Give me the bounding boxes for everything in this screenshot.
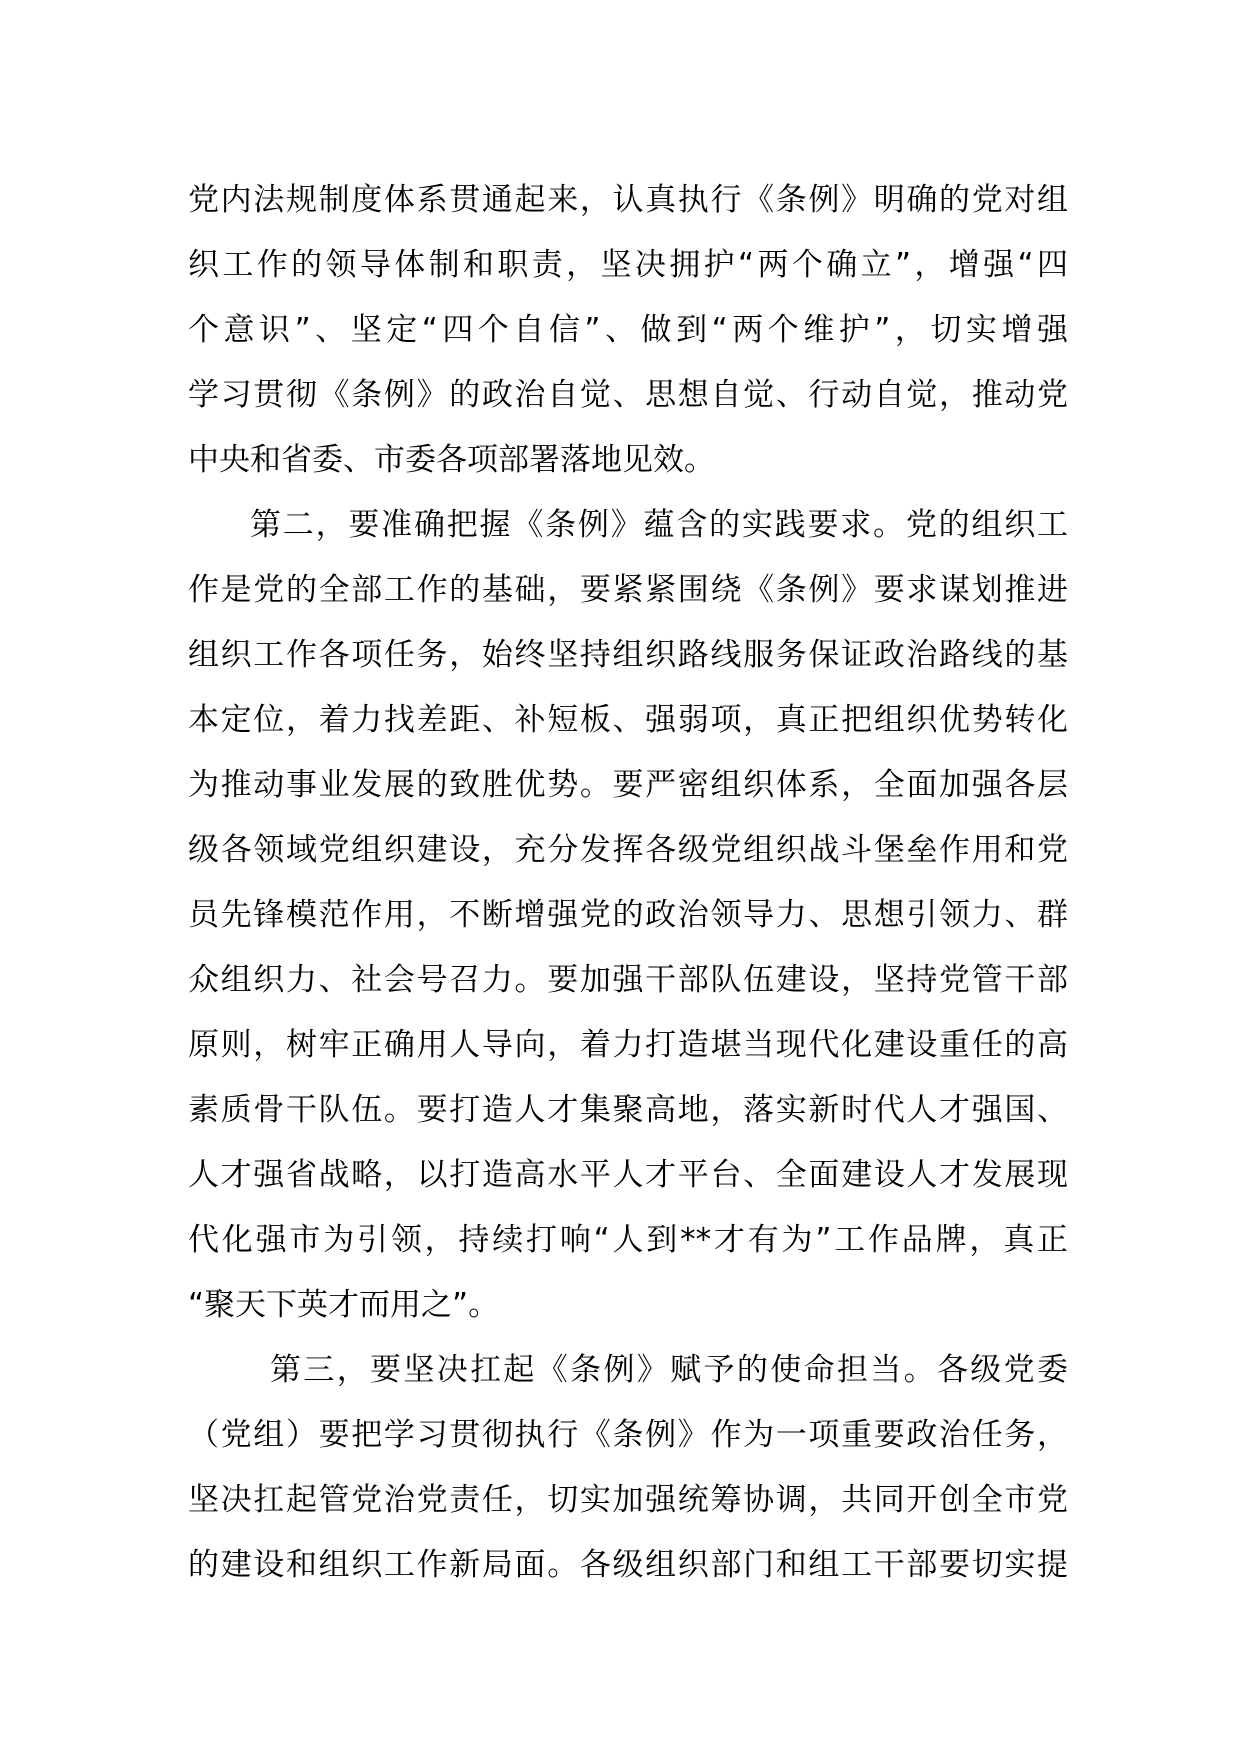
paragraph-line: 个意识”、坚定“四个自信”、做到“两个维护”，切实增强 <box>188 312 1068 348</box>
paragraph-line: 中央和省委、市委各项部署落地见效。 <box>188 442 715 478</box>
paragraph-line: 织工作的领导体制和职责，坚决拥护“两个确立”，增强“四 <box>188 247 1068 283</box>
paragraph-3 <box>188 1338 1068 1598</box>
paragraph-line: 员先锋模范作用，不断增强党的政治领导力、思想引领力、群 <box>188 897 1068 933</box>
paragraph-line: 人才强省战略，以打造高水平人才平台、全面建设人才发展现 <box>188 1157 1068 1193</box>
paragraph-line: 众组织力、社会号召力。要加强干部队伍建设，坚持党管干部 <box>188 962 1068 998</box>
paragraph-line: 党内法规制度体系贯通起来，认真执行《条例》明确的党对组 <box>188 182 1068 218</box>
paragraph-line: 代化强市为引领，持续打响“人到**才有为”工作品牌，真正 <box>188 1222 1068 1258</box>
paragraph-line: 原则，树牢正确用人导向，着力打造堪当现代化建设重任的高 <box>188 1027 1068 1063</box>
paragraph-line: 第三，要坚决扛起《条例》赋予的使命担当。各级党委 <box>270 1352 1068 1388</box>
paragraph-line: 第二，要准确把握《条例》蕴含的实践要求。党的组织工 <box>250 507 1068 543</box>
paragraph-line: “聚天下英才而用之”。 <box>188 1287 500 1323</box>
paragraph-line: 为推动事业发展的致胜优势。要严密组织体系，全面加强各层 <box>188 767 1068 803</box>
document-body <box>188 168 1068 1598</box>
paragraph-line: 级各领域党组织建设，充分发挥各级党组织战斗堡垒作用和党 <box>188 832 1068 868</box>
paragraph-1 <box>188 168 1068 493</box>
paragraph-line: 学习贯彻《条例》的政治自觉、思想自觉、行动自觉，推动党 <box>188 377 1068 413</box>
paragraph-line: 坚决扛起管党治党责任，切实加强统筹协调，共同开创全市党 <box>188 1482 1068 1518</box>
paragraph-2 <box>188 493 1068 1338</box>
paragraph-line: 素质骨干队伍。要打造人才集聚高地，落实新时代人才强国、 <box>188 1092 1068 1128</box>
paragraph-line: 本定位，着力找差距、补短板、强弱项，真正把组织优势转化 <box>188 702 1068 738</box>
paragraph-line: （党组）要把学习贯彻执行《条例》作为一项重要政治任务， <box>188 1417 1068 1453</box>
paragraph-line: 组织工作各项任务，始终坚持组织路线服务保证政治路线的基 <box>188 637 1068 673</box>
paragraph-line: 的建设和组织工作新局面。各级组织部门和组工干部要切实提 <box>188 1547 1068 1583</box>
paragraph-line: 作是党的全部工作的基础，要紧紧围绕《条例》要求谋划推进 <box>188 572 1068 608</box>
